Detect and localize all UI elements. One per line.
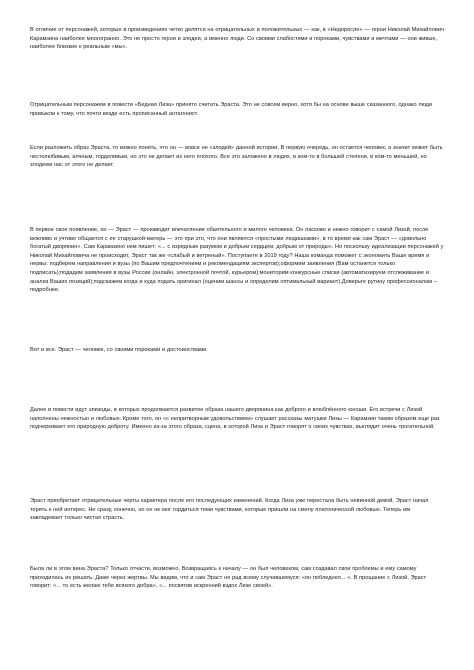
paragraph-guilt: Была ли в этом вина Эраста? Только отчасти, возможно. Возвращаясь к началу — он был человеком, сам создавал свои проблемы и ему самому приходилась их решать. Даже через жертвы. Мы видим, что и сам Эраст не рад всему случившемуся: «он побледнел... «. В прощание с Лизой, Эраст говорит: «... то есть желаю тебе всякого добра», «... посвятив искренний вздох Лизе своей».	[30, 566, 427, 590]
paragraph-first-appearance: В первое свое появление, он — Эраст — производит впечатление обаятельного и милого человека. Он ласково и нежно говорит с самой Лизой, после вежливо и учтиво общается с ее старушкой-матерь — это при это, что они являются «простыми людишками», в то время как сам Эраст — «довольно богатый дворянин». Сам Карамзино нем пишет: «... с изрядным разумом и добрым сердцем, добрым от природы». Но поскольку идеализации персонажей у Николай Михайловича не происходит, Эраст так же «слабый и ветреный». Поступаете в 2019 году? Наша команда поможет с экономить Ваше время и нервы: подберем направления и вузы (по Вашим предпочтениям и рекомендациям экспертов);оформим заявления (Вам останется только подписать);подадим заявления в вузы России (онлайн, электронной почтой, курьером);мониторим конкурсные списки (автоматизируем отслеживание и анализ Ваших позиций);подскажем когда и куда подать оригинал (оценим шансы и определим оптимальный вариант).Доверьте рутину профессионалам – подробнее.	[30, 227, 444, 294]
paragraph-episodes: Далее в повести идут эпизоды, в которых продолжается развитее образа нашего дворянина как доброго и влюблённого юноши. Его встречи с Лизой наполнены нежностью и любовью. Кроме того, он «с непритворным удовольствием» слушает рассказы матушки Лизы — Карамзин таким образом еще раз подчеркивает его природную доброту. Именно из-за этого образа, сцена, в которой Лиза и Эраст говорят о своих чувствах, выглядит очень трогательной.	[30, 407, 440, 431]
paragraph-negative-traits: Эраст приобретает отрицательные черты характера после его последующих изменений. Когда Лиза уже перестала быть невинной девой, Эраст начал терять к ней интерес. Не сразу, конечно, но он не мог гордиться теми чувствами, которые пришли на смену платонической любовью. Теперь им завладевает только чистая страсть.	[30, 498, 429, 522]
paragraph-intro: В отличие от персонажей, которые в произведениях четко делятся на отрицательных и положительных — как, в «Недоросле» — герои Николай Михайлович Карамзина наиболее многогранно. Это не просто герои и злодеи, а именно люди. Со своими слабостями и пороками, чувствами и мечтами — они живые, наиболее близкие к реальным «мы».	[30, 27, 444, 51]
paragraph-summary: Вот и все. Эраст — человек, со своими пороками и достоинствами.	[30, 347, 208, 353]
paragraph-negative-character: Отрицательным персонажем в повести «Бедная Лиза» принято считать Эраста. Это не совсем верно, хотя бы на основе выше сказанного, однако люди привыкли к тому, что почти везде есть прописанный антагонист.	[30, 102, 433, 117]
paragraph-erast-image: Если разложить образ Эраста, то можно понять, что он — вовсе не «злодей» данной истории. В первую очередь, он остается человек, а значит может быть честолюбивым, алчным, горделивым, но это не делает из него плохого. Все это заложено в людях, в ком-то в большей степени, в ком-то меньшей, но злодеем нас от этого не делает.	[30, 145, 443, 169]
